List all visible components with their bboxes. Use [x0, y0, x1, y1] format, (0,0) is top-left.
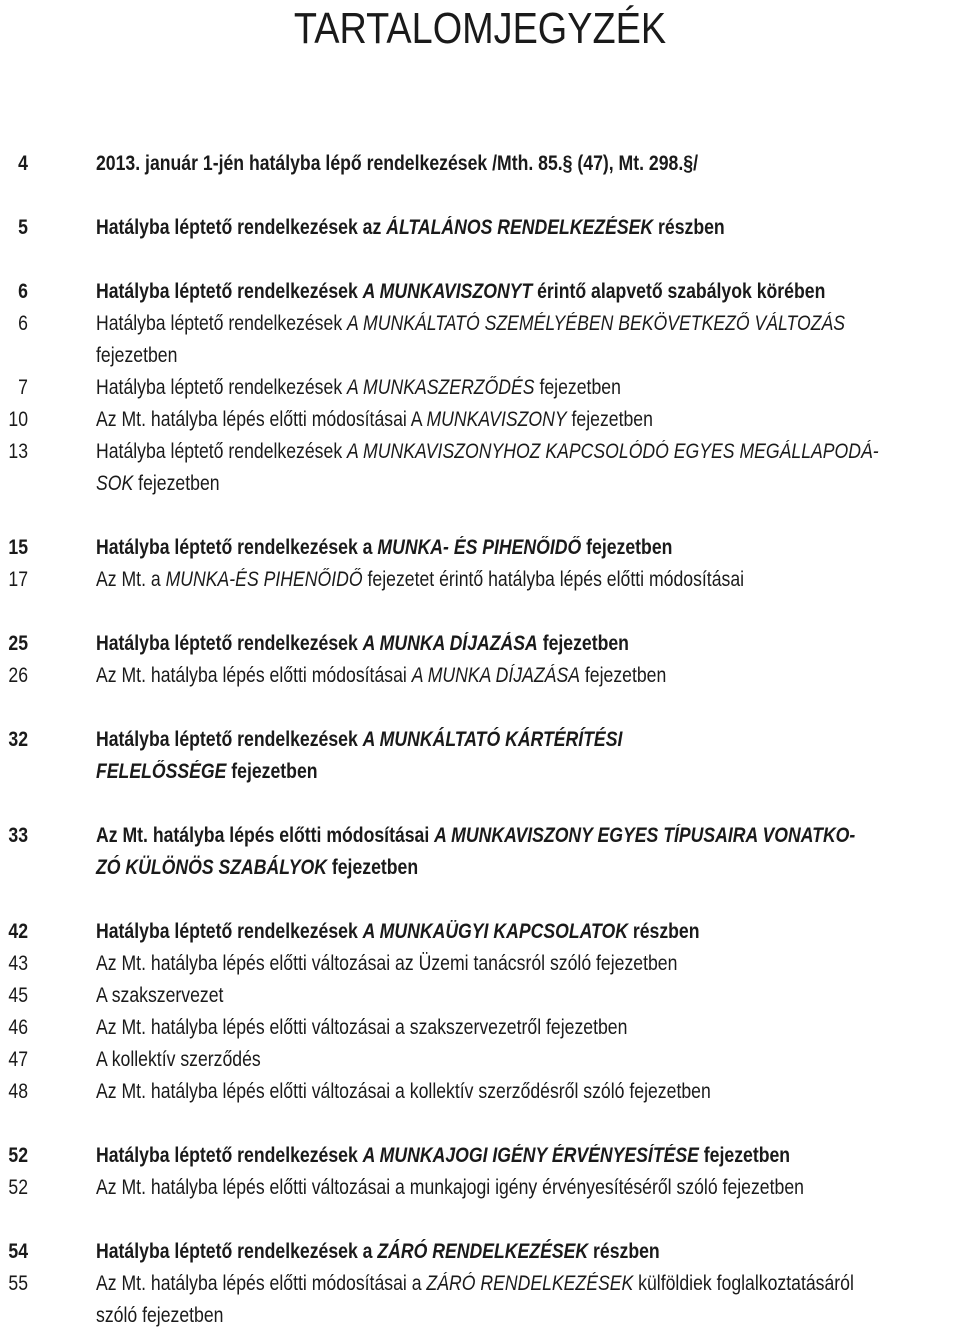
toc-entry-text [96, 532, 822, 564]
toc-entry-text [96, 1236, 822, 1268]
toc-entry[interactable] [0, 404, 960, 436]
toc-text-segment: érintő alapvető szabályok körében [532, 280, 826, 303]
toc-entry-text [96, 340, 822, 372]
toc-entry[interactable] [0, 1236, 960, 1268]
toc-page-number: 52 [8, 1176, 28, 1199]
toc-entry-text [96, 436, 879, 468]
toc-entry[interactable] [0, 148, 960, 180]
toc-entry[interactable] [0, 532, 960, 564]
toc-text-segment: Hatályba léptető rendelkezések [96, 440, 348, 463]
toc-text-segment: fejezetben [326, 856, 419, 879]
toc-section-name: A MUNKAVISZONY EGYES TÍPUSAIRA VONATKO- [434, 824, 856, 847]
toc-text-segment: részben [653, 216, 725, 239]
toc-section-name: ZÁRÓ RENDELKEZÉSEK [426, 1272, 634, 1295]
toc-entry[interactable] [0, 660, 960, 692]
toc-section-name: A MUNKA DÍJAZÁSA [362, 632, 538, 655]
toc-section-name: A MUNKÁLTATÓ SZEMÉLYÉBEN BEKÖVETKEZŐ VÁLTOZÁS [347, 312, 846, 335]
toc-text-segment: Hatályba léptető rendelkezések a [96, 536, 378, 559]
toc-entry-text [96, 372, 822, 404]
toc-text-segment: A szakszervezet [96, 984, 224, 1007]
toc-page-number: 52 [8, 1144, 28, 1167]
toc-entry[interactable] [0, 276, 960, 308]
toc-entry-text [96, 1300, 822, 1332]
toc-text-segment: Az Mt. hatályba lépés előtti változásai a szakszervezetről fejezetben [96, 1016, 628, 1039]
toc-section-name: A MUNKASZERZŐDÉS [347, 376, 535, 399]
toc-text-segment: Az Mt. hatályba lépés előtti módosításai [96, 824, 435, 847]
toc-text-segment: részben [627, 920, 700, 943]
toc-section-name: A MUNKAJOGI IGÉNY ÉRVÉNYESÍTÉSE [362, 1144, 699, 1167]
toc-text-segment: Hatályba léptető rendelkezések [96, 728, 363, 751]
toc-page-number: 47 [8, 1048, 28, 1071]
toc-text-segment: szóló fejezetben [96, 1304, 224, 1327]
toc-entry-text [96, 308, 846, 340]
toc-section-name: ZÁRÓ RENDELKEZÉSEK [377, 1240, 589, 1263]
toc-section-name: A MUNKAVISZONYHOZ KAPCSOLÓDÓ EGYES MEGÁLLAPODÁ- [347, 440, 879, 463]
toc-text-segment: Hatályba léptető rendelkezések [96, 312, 348, 335]
toc-entry[interactable] [0, 1076, 960, 1108]
toc-entry[interactable] [0, 1044, 960, 1076]
toc-page-number: 10 [8, 408, 28, 431]
toc-text-segment: részben [588, 1240, 660, 1263]
toc-page-number: 7 [18, 376, 28, 399]
toc-page-number: 48 [8, 1080, 28, 1103]
toc-entry-text [96, 916, 822, 948]
toc-text-segment: Az Mt. hatályba lépés előtti módosításai A [96, 408, 427, 431]
toc-text-segment: Hatályba léptető rendelkezések [96, 376, 348, 399]
toc-page-number: 5 [18, 216, 28, 239]
toc-page-number: 15 [8, 536, 28, 559]
toc-page-number: 4 [18, 152, 28, 175]
toc-entry-text [96, 852, 822, 884]
toc-text-segment: Az Mt. hatályba lépés előtti változásai a kollektív szerződésről szóló fejezetben [96, 1080, 711, 1103]
toc-page-number: 46 [8, 1016, 28, 1039]
toc-entry[interactable] [0, 1140, 960, 1172]
toc-page-number: 13 [8, 440, 28, 463]
toc-entry-text [96, 756, 822, 788]
toc-entry[interactable] [0, 628, 960, 660]
toc-page-number: 54 [8, 1240, 28, 1263]
toc-text-segment: Az Mt. a [96, 568, 166, 591]
toc-text-segment: Hatályba léptető rendelkezések [96, 632, 363, 655]
toc-entry-text [96, 468, 822, 500]
toc-entry-text [96, 980, 822, 1012]
toc-entry[interactable] [0, 916, 960, 948]
toc-section-name: A MUNKAVISZONYT [362, 280, 533, 303]
toc-text-segment: külföldiek foglalkoztatásáról [633, 1272, 854, 1295]
toc-entry[interactable] [0, 948, 960, 980]
toc-text-segment: Az Mt. hatályba lépés előtti módosításai a [96, 1272, 427, 1295]
toc-entry-text [96, 948, 822, 980]
toc-page-number: 32 [8, 728, 28, 751]
toc-page-number: 42 [8, 920, 28, 943]
toc-text-segment: fejezetben [133, 472, 220, 495]
toc-text-segment: Hatályba léptető rendelkezések [96, 280, 363, 303]
toc-text-segment: fejezetet érintő hatályba lépés előtti módosításai [362, 568, 745, 591]
toc-entry-text [96, 404, 822, 436]
toc-entry-text [96, 1044, 822, 1076]
toc-section-name: A MUNKÁLTATÓ KÁRTÉRÍTÉSI [362, 728, 623, 751]
toc-text-segment: Hatályba léptető rendelkezések a [96, 1240, 378, 1263]
toc-text-segment: Az Mt. hatályba lépés előtti változásai a munkajogi igény érvényesítéséről szóló fejezetben [96, 1176, 804, 1199]
toc-entry-text [96, 564, 822, 596]
toc-page-number: 33 [8, 824, 28, 847]
toc-text-segment: fejezetben [579, 664, 667, 687]
toc-page-number: 17 [8, 568, 28, 591]
toc-entry[interactable] [0, 564, 960, 596]
toc-text-segment: fejezetben [581, 536, 673, 559]
toc-entry[interactable] [0, 1268, 960, 1332]
toc-entry[interactable] [0, 372, 960, 404]
toc-text-segment: Hatályba léptető rendelkezések az [96, 216, 387, 239]
toc-entry[interactable] [0, 724, 960, 788]
toc-text-segment: fejezetben [96, 344, 178, 367]
toc-text-segment: 2013. január 1-jén hatályba lépő rendelkezések /Mth. 85.§ (47), Mt. 298.§/ [96, 152, 698, 175]
toc-entry[interactable] [0, 436, 960, 500]
toc-text-segment: Hatályba léptető rendelkezések [96, 1144, 363, 1167]
toc-page-number: 25 [8, 632, 28, 655]
toc-text-segment: Hatályba léptető rendelkezések [96, 920, 363, 943]
toc-text-segment: fejezetben [566, 408, 653, 431]
toc-entry-text [96, 820, 856, 852]
toc-entry-text [96, 148, 822, 180]
toc-section-name: MUNKA-ÉS PIHENŐIDŐ [165, 568, 363, 591]
toc-text-segment: fejezetben [534, 376, 621, 399]
toc-entry[interactable] [0, 308, 960, 372]
toc-page-number: 6 [18, 280, 28, 303]
toc-entry-text [96, 1076, 822, 1108]
toc-section-name: MUNKA- ÉS PIHENŐIDŐ [377, 536, 582, 559]
toc-entry-text [96, 1268, 854, 1300]
toc-text-segment: fejezetben [226, 760, 318, 783]
toc-text-segment: fejezetben [698, 1144, 791, 1167]
toc-entry-text [96, 1012, 822, 1044]
toc-page-number: 55 [8, 1272, 28, 1295]
toc-page-number: 45 [8, 984, 28, 1007]
toc-section-name: MUNKAVISZONY [426, 408, 567, 431]
toc-entry[interactable] [0, 820, 960, 884]
toc-page-number: 26 [8, 664, 28, 687]
toc-text-segment: A kollektív szerződés [96, 1048, 261, 1071]
toc-section-name: SOK [96, 472, 134, 495]
toc-entry[interactable] [0, 1172, 960, 1204]
toc-page-number: 43 [8, 952, 28, 975]
toc-entry[interactable] [0, 1012, 960, 1044]
toc-entry-text [96, 276, 826, 308]
toc-entry-text [96, 724, 822, 756]
toc-section-name: A MUNKAÜGYI KAPCSOLATOK [362, 920, 628, 943]
page-title: TARTALOMJEGYZÉK [293, 4, 667, 53]
toc-section-name: A MUNKA DÍJAZÁSA [411, 664, 580, 687]
toc-text-segment: Az Mt. hatályba lépés előtti változásai az Üzemi tanácsról szóló fejezetben [96, 952, 678, 975]
toc-entry-text [96, 1140, 822, 1172]
toc-entry[interactable] [0, 980, 960, 1012]
toc-page-number: 6 [18, 312, 28, 335]
toc-section-name: ÁLTALÁNOS RENDELKEZÉSEK [386, 216, 654, 239]
toc-text-segment: fejezetben [537, 632, 629, 655]
toc-entry-text [96, 212, 822, 244]
toc-entry-text [96, 628, 822, 660]
toc-entry-text [96, 660, 822, 692]
toc-section-name: FELELŐSSÉGE [96, 760, 227, 783]
toc-text-segment: Az Mt. hatályba lépés előtti módosításai [96, 664, 412, 687]
toc-entry[interactable] [0, 212, 960, 244]
toc-section-name: ZÓ KÜLÖNÖS SZABÁLYOK [96, 856, 327, 879]
toc-entry-text [96, 1172, 822, 1204]
